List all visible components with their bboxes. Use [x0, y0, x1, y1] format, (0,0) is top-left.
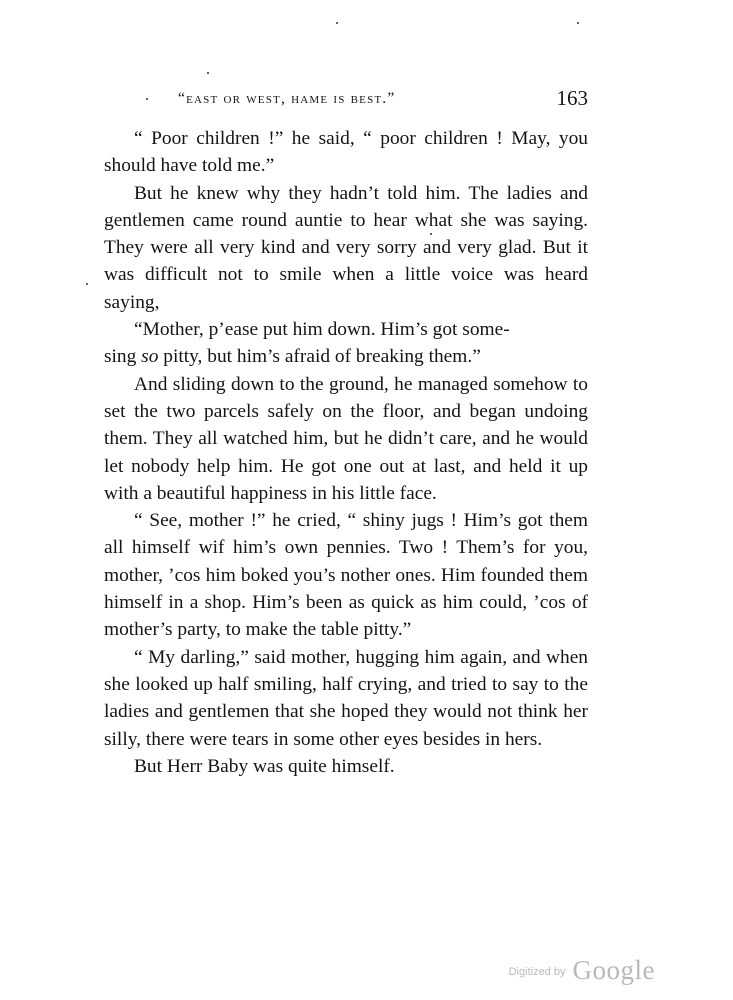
running-head: [104, 86, 588, 116]
running-title: “east or west, hame is best.”: [178, 90, 396, 107]
scan-speck: [577, 22, 579, 24]
scan-speck: [86, 283, 88, 285]
page-number: 163: [556, 86, 588, 110]
digitized-watermark: [509, 955, 655, 986]
digitized-label: Digitized by: [508, 966, 566, 978]
paragraph: “ Poor children !” he said, “ poor children ! May, you should have told me.”: [104, 128, 588, 177]
dialogue-line: sing so pitty, but him’s afraid of breaking them.”: [104, 346, 481, 368]
paragraph: “ My darling,” said mother, hugging him again, and when she looked up half smiling, half crying, and tried to say to the ladies and gentlemen that she hoped they would not think her silly, there were tears in some other eyes besides in hers.: [104, 646, 588, 750]
emphasis: so: [141, 346, 159, 368]
paragraph: [104, 316, 588, 343]
google-logo: Google: [572, 955, 655, 985]
paragraph: And sliding down to the ground, he managed somehow to set the two parcels safely on the floor, and began undoing them. They all watched him, but he didn’t care, and he would let nobody help him. He got one out at last, and held it up with a beautiful happiness in his little face.: [104, 373, 588, 504]
paragraph: But he knew why they hadn’t told him. The ladies and gentlemen came round auntie to hear what she was saying. They were all very kind and very sorry and very glad. But it was difficult not to smile when a little voice was heard saying,: [104, 182, 588, 313]
scan-speck: [207, 72, 209, 74]
dialogue-line: “Mother, p’ease put him down. Him’s got some-: [134, 319, 510, 341]
scan-speck: [336, 22, 338, 24]
paragraph: “ See, mother !” he cried, “ shiny jugs ! Him’s got them all himself wif him’s own pennies. Two ! Them’s for you, mother, ’cos him boked you’s nother ones. Him founded them himself in a shop. Him’s been as quick as him could, ’cos of mother’s party, to make the table pitty.”: [104, 510, 588, 641]
paragraph: But Herr Baby was quite himself.: [134, 755, 395, 777]
paragraph: [104, 343, 588, 370]
body-text: [104, 125, 588, 780]
